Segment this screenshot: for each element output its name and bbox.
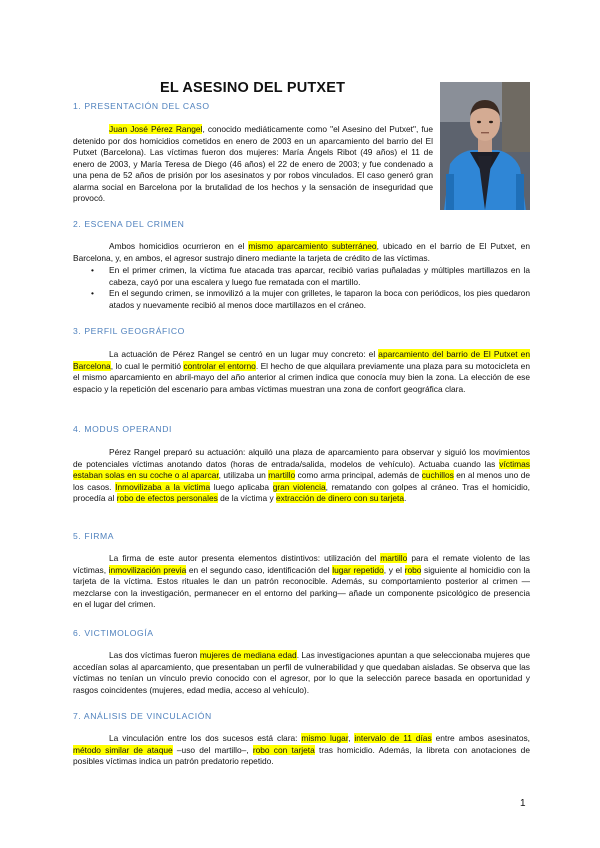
- text-span: Las dos víctimas fueron: [109, 650, 200, 660]
- section-heading-firma: 5. FIRMA: [73, 531, 115, 541]
- bullet-item: [73, 265, 530, 288]
- text-span: , conocido mediáticamente como "el Asesino del Putxet", fue detenido por dos homicidios cometidos en enero de 2003 en un aparcamiento del barrio del El Putxet (Barcelona). Las víctimas fueron dos mujeres: María Ángels Ribot (49 años) el 11 de enero de 2003, y María Teresa de Diego (46 años) el 22 de enero de 2003; y fue condenado a una pena de 52 años de prisión por los asesinatos y por robos vinculados. El caso generó gran alarma social en Barcelona por la brutalidad de los hechos y la sensación de inseguridad que provocó.: [73, 124, 433, 203]
- text-span: ,: [348, 733, 355, 743]
- section-heading-modus-operandi: 4. MODUS OPERANDI: [73, 424, 173, 434]
- text-span: de la víctima y: [217, 493, 276, 503]
- page-number: 1: [520, 798, 526, 809]
- text-span: , rematando con golpes al cráneo. Tras el homicidio, procedía al: [73, 481, 530, 503]
- highlight-span: robo de efectos personales: [116, 493, 218, 503]
- highlight-span: martillo: [268, 470, 296, 480]
- bullet-item: [73, 288, 530, 311]
- paragraph-perfil-geografico: [73, 349, 530, 395]
- highlight-span: inmovilización previa: [108, 564, 187, 575]
- text-span: para el remate violento de las víctimas,: [73, 553, 530, 575]
- highlight-span: extracción de dinero con su tarjeta: [276, 493, 405, 503]
- text-span: –uso del martillo–,: [172, 744, 253, 755]
- paragraph-victimologia: [73, 650, 530, 696]
- section-heading-victimologia: 6. VICTIMOLOGÍA: [73, 628, 154, 638]
- text-span: entre ambos asesinatos,: [431, 733, 530, 743]
- highlight-span: robo: [404, 564, 422, 575]
- text-span: , y el: [383, 564, 405, 575]
- suspect-photo: [440, 82, 530, 210]
- text-span: Ambos homicidios ocurrieron en el: [109, 241, 249, 251]
- text-span: .: [404, 493, 407, 503]
- highlight-span: mismo lugar: [301, 733, 349, 743]
- section-heading-vinculacion: 7. ANÁLISIS DE VINCULACIÓN: [73, 711, 212, 721]
- text-span: en al menos uno de los casos.: [73, 470, 531, 492]
- text-span: , utilizaba un: [218, 470, 269, 480]
- text-span: Pérez Rangel preparó su actuación: alquiló una plaza de aparcamiento para observar y siguió los movimientos de potenciales víctimas anotando datos (horas de entrada/salida, modelos de vehículo). Actuaba cuando las: [73, 447, 530, 469]
- text-span: , ubicado en el barrio de El Putxet, en Barcelona, y, en ambos, el agresor sustrajo dinero mediante la tarjeta de crédito de las víctimas.: [73, 241, 530, 263]
- highlight-span: martillo: [380, 553, 408, 563]
- text-span: como arma principal, además de: [295, 470, 422, 480]
- text-span: , lo cual le permitió: [110, 360, 184, 371]
- highlight-span: Inmovilizaba a la víctima: [115, 481, 211, 492]
- highlight-span: mismo aparcamiento subterráneo: [248, 241, 377, 251]
- text-span: luego aplicaba: [210, 481, 273, 492]
- bullet-text: En el primer crimen, la víctima fue atacada tras aparcar, recibió varias puñaladas y múltiples martillazos en la cabeza, cayó por una escalera y luego fue rematada con el martillo.: [109, 265, 530, 287]
- text-span: . Las investigaciones apuntan a que seleccionaba mujeres que accedían solas al aparcamiento, que presentaban un perfil de vulnerabilidad y que quedaban aisladas. Se observa que las víctimas no tenían un vínculo previo conocido con el agresor, por lo que la selección parece basada en oportunidad y rasgos coincidentes (mujeres, edad media, acceso al vehículo).: [73, 650, 531, 695]
- highlight-span: lugar repetido: [332, 564, 384, 575]
- text-span: siguiente al homicidio con la tarjeta de la víctima. Estos rituales le dan un patrón reconocible. Además, su comportamiento posterior al crimen —mezclarse con la investigación, permanecer en el entorno del parking— añade un componente psicológico de presencia en el lugar del crimen.: [73, 564, 530, 609]
- text-span: La actuación de Pérez Rangel se centró en un lugar muy concreto: el: [109, 349, 379, 359]
- text-span: . El hecho de que alquilara previamente una plaza para su motocicleta en el mismo aparcamiento en abril-mayo del año anterior al crimen indica que conocía muy bien la zona. La elección de ese espacio y la repetición del escenario para ambas víctimas muestran una zona de confort geográfica clara.: [73, 360, 530, 394]
- highlight-span: robo con tarjeta: [252, 744, 315, 755]
- bullet-list-escena: [73, 265, 530, 311]
- section-heading-presentacion: 1. PRESENTACIÓN DEL CASO: [73, 101, 210, 111]
- bullet-icon: •: [91, 288, 94, 298]
- highlight-span: controlar el entorno: [183, 360, 256, 371]
- highlight-span: gran violencia: [272, 481, 326, 492]
- highlight-span: víctimas estaban solas en su coche o al aparcar: [73, 458, 530, 480]
- paragraph-presentacion: [73, 124, 433, 205]
- paragraph-escena: [73, 241, 530, 264]
- highlight-span: cuchillos: [421, 470, 454, 480]
- paragraph-modus-operandi: [73, 447, 530, 505]
- paragraph-firma: [73, 553, 530, 611]
- text-span: en el segundo caso, identificación del: [186, 564, 333, 575]
- paragraph-vinculacion: [73, 733, 530, 768]
- document-title: EL ASESINO DEL PUTXET: [160, 80, 346, 96]
- text-span: La vinculación entre los dos sucesos está clara:: [109, 733, 302, 743]
- highlight-span: mujeres de mediana edad: [199, 650, 297, 660]
- bullet-icon: •: [91, 265, 94, 275]
- highlight-span: método similar de ataque: [73, 744, 173, 755]
- highlight-name: Juan José Pérez Rangel: [109, 124, 203, 134]
- suspect-photo-image: [440, 82, 530, 210]
- bullet-text: En el segundo crimen, se inmovilizó a la mujer con grilletes, le taparon la boca con periódicos, los pies quedaron atados y nuevamente recibió al menos doce martillazos en el cráneo.: [109, 288, 530, 310]
- section-heading-escena: 2. ESCENA DEL CRIMEN: [73, 219, 185, 229]
- highlight-span: intervalo de 11 días: [354, 733, 432, 743]
- highlight-span: aparcamiento del barrio de El Putxet en Barcelona: [73, 349, 530, 371]
- section-heading-perfil-geografico: 3. PERFIL GEOGRÁFICO: [73, 326, 185, 336]
- text-span: tras homicidio. Además, la libreta con anotaciones de posibles víctimas indica un patrón predatorio repetido.: [73, 744, 530, 766]
- text-span: La firma de este autor presenta elementos distintivos: utilización del: [109, 553, 381, 563]
